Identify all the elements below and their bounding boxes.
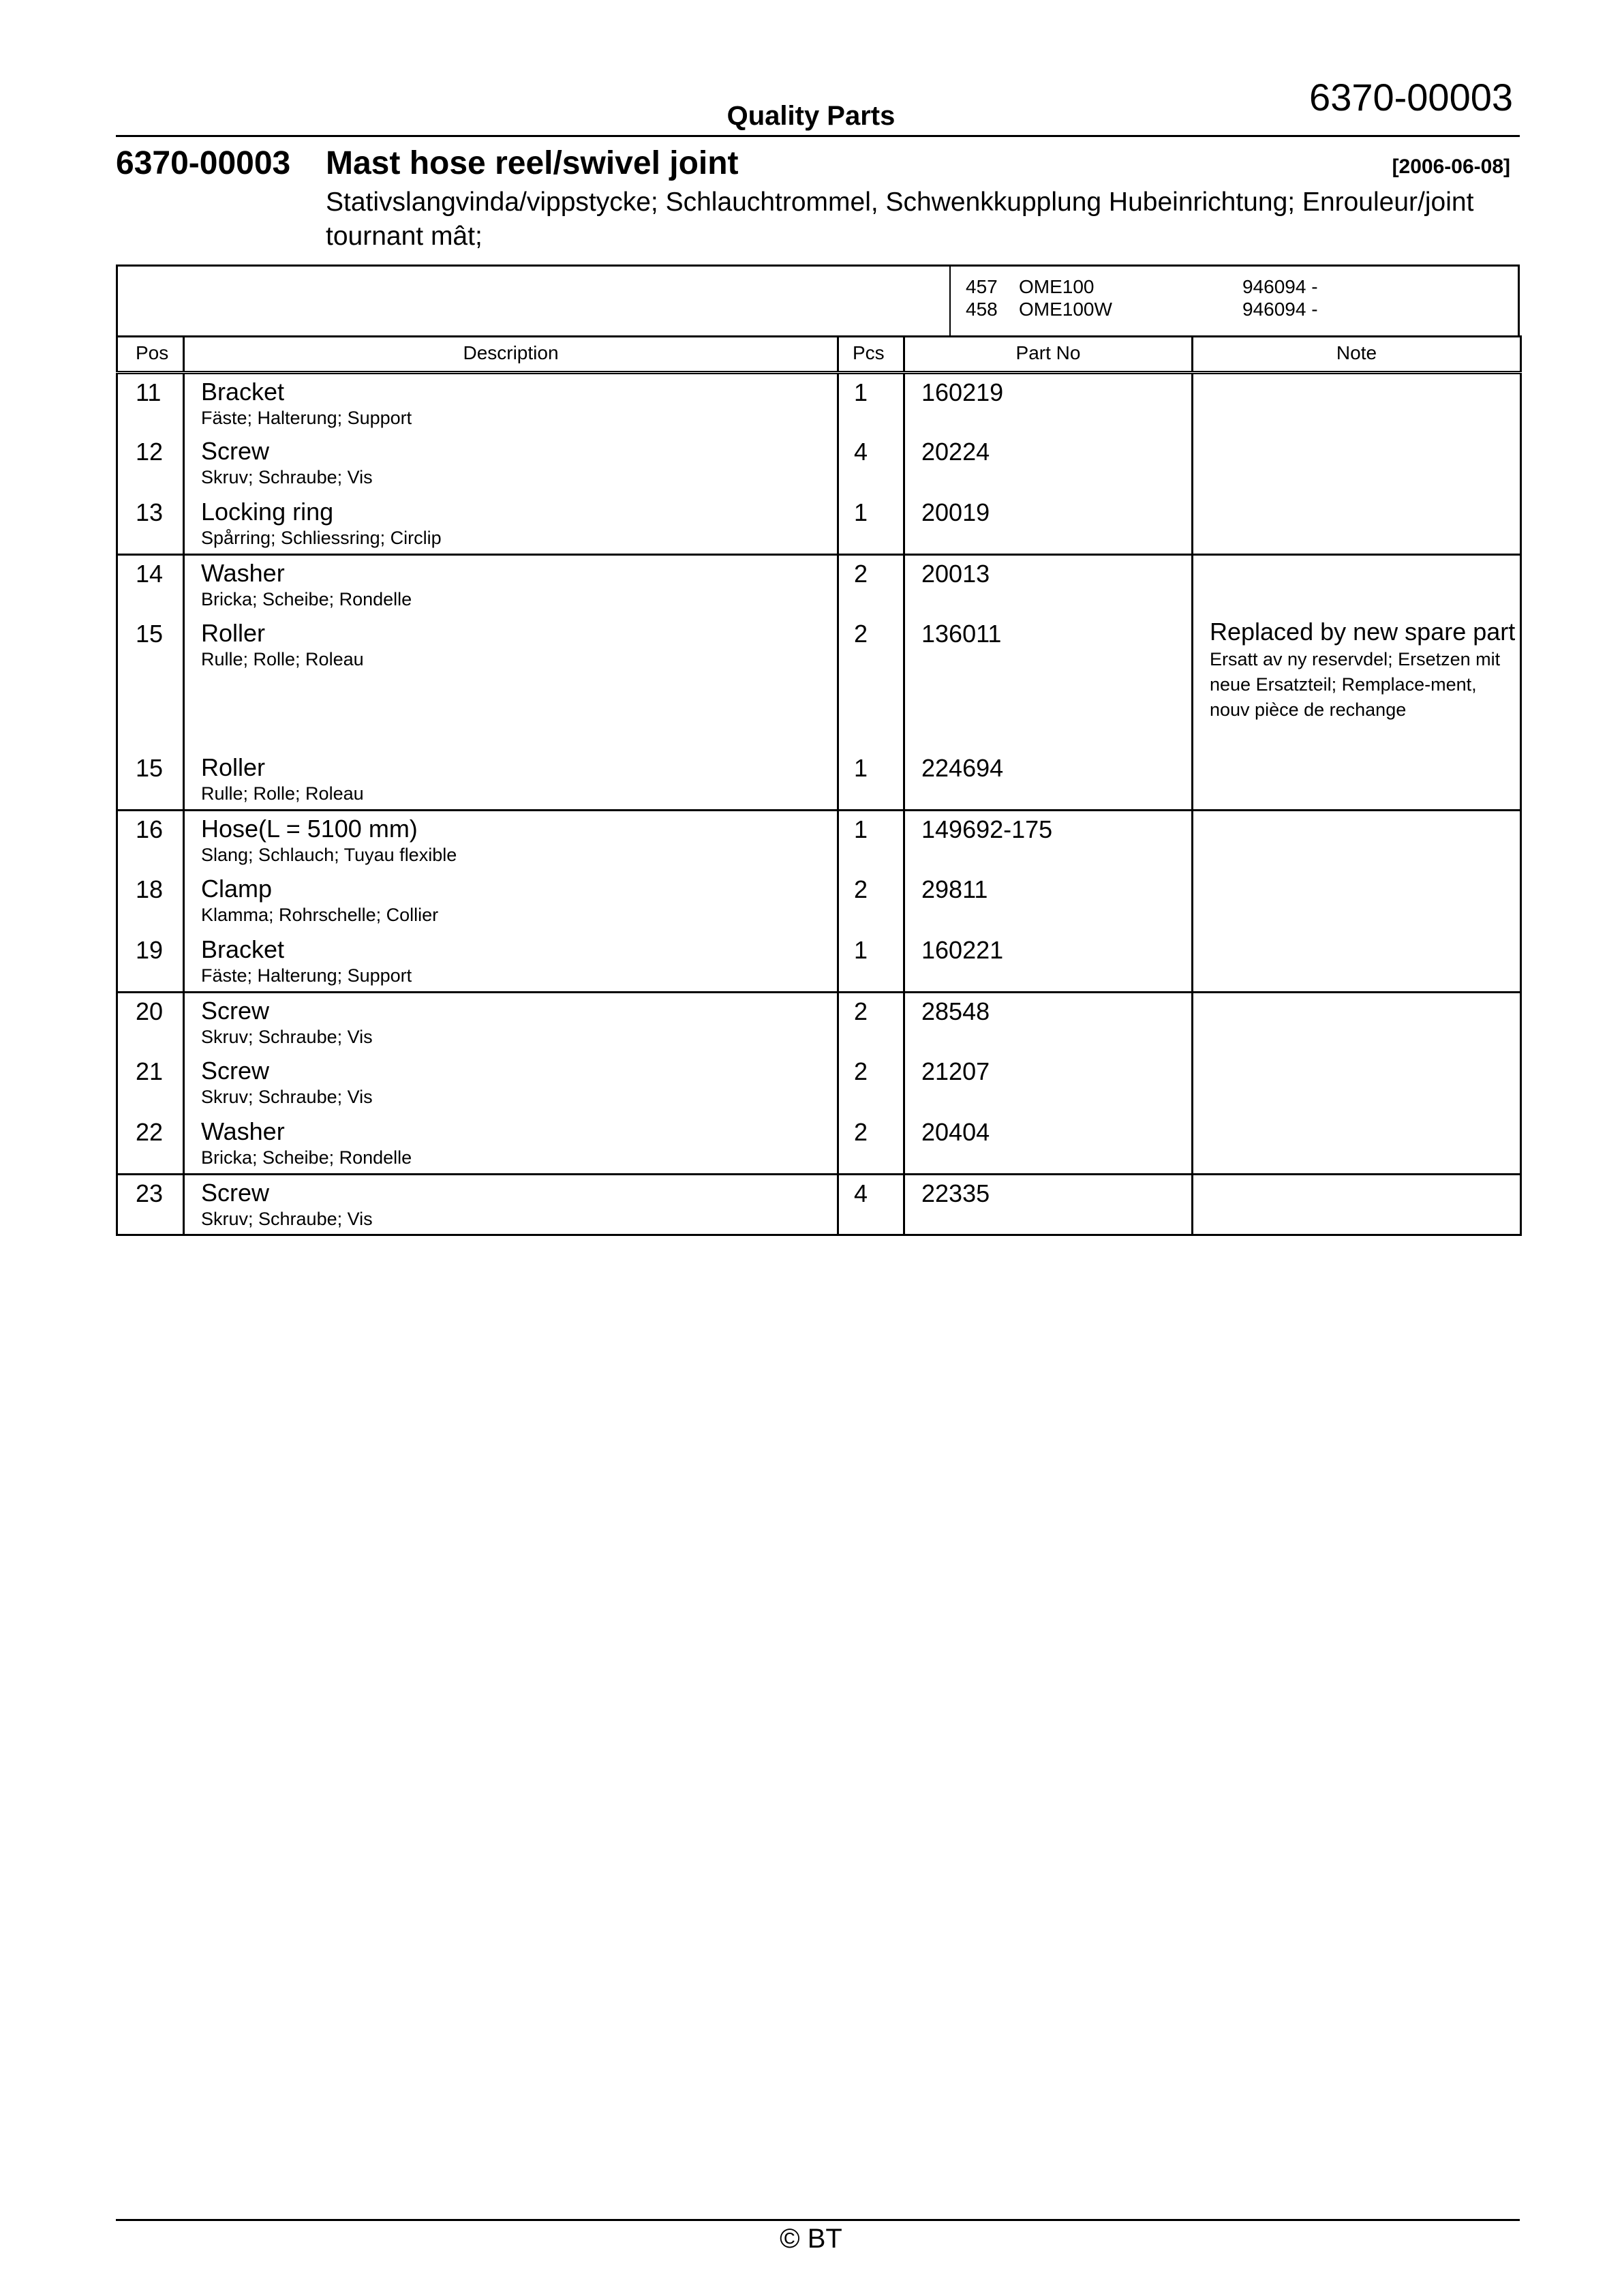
model-name: OME100W bbox=[1019, 299, 1112, 320]
item-title: Mast hose reel/swivel joint bbox=[326, 145, 739, 181]
table-row bbox=[117, 616, 1521, 750]
table-row bbox=[117, 1114, 1521, 1175]
row-pcs: 2 bbox=[838, 993, 904, 1053]
row-part-no: 224694 bbox=[904, 750, 1193, 811]
row-description bbox=[184, 1114, 838, 1175]
model-applicability-box bbox=[116, 265, 1520, 337]
row-pos: 12 bbox=[117, 434, 184, 494]
table-row bbox=[117, 555, 1521, 616]
row-pos: 20 bbox=[117, 993, 184, 1053]
row-name: Bracket bbox=[201, 935, 285, 963]
column-header-pcs: Pcs bbox=[838, 335, 904, 373]
column-header-pos: Pos bbox=[117, 335, 184, 373]
table-row bbox=[117, 932, 1521, 993]
model-serial: 946094 - bbox=[1242, 276, 1318, 297]
row-pos: 19 bbox=[117, 932, 184, 993]
row-translations: Bricka; Scheibe; Rondelle bbox=[201, 589, 412, 609]
row-name: Washer bbox=[201, 1117, 285, 1145]
row-part-no: 20013 bbox=[904, 555, 1193, 616]
row-note bbox=[1193, 1053, 1521, 1114]
table-row bbox=[117, 373, 1521, 434]
row-translations: Rulle; Rolle; Roleau bbox=[201, 783, 364, 804]
note-translations: Ersatt av ny reservdel; Ersetzen mit neue Ersatzteil; Remplace-ment, nouv pièce de rechange bbox=[1210, 648, 1501, 720]
column-header-description: Description bbox=[184, 335, 838, 373]
row-pcs: 1 bbox=[838, 750, 904, 811]
row-description bbox=[184, 1053, 838, 1114]
row-description bbox=[184, 811, 838, 871]
row-part-no: 21207 bbox=[904, 1053, 1193, 1114]
row-pos: 14 bbox=[117, 555, 184, 616]
row-pcs: 2 bbox=[838, 1114, 904, 1175]
row-note bbox=[1193, 993, 1521, 1053]
row-note bbox=[1193, 1114, 1521, 1175]
model-box-divider bbox=[949, 267, 951, 335]
row-translations: Spårring; Schliessring; Circlip bbox=[201, 527, 442, 548]
row-translations: Bricka; Scheibe; Rondelle bbox=[201, 1147, 412, 1168]
model-row bbox=[966, 276, 1318, 298]
row-pos: 18 bbox=[117, 871, 184, 932]
row-pos: 22 bbox=[117, 1114, 184, 1175]
table-row bbox=[117, 993, 1521, 1053]
row-description bbox=[184, 434, 838, 494]
model-serial: 946094 - bbox=[1242, 299, 1318, 320]
parts-group bbox=[117, 555, 1521, 811]
row-translations: Slang; Schlauch; Tuyau flexible bbox=[201, 845, 457, 865]
row-translations: Klamma; Rohrschelle; Collier bbox=[201, 904, 439, 925]
row-note bbox=[1193, 811, 1521, 871]
row-description bbox=[184, 373, 838, 434]
row-part-no: 160219 bbox=[904, 373, 1193, 434]
row-translations: Skruv; Schraube; Vis bbox=[201, 1027, 373, 1047]
row-name: Screw bbox=[201, 1056, 270, 1085]
row-note bbox=[1193, 616, 1521, 750]
parts-table bbox=[116, 335, 1522, 1236]
row-part-no: 22335 bbox=[904, 1175, 1193, 1235]
table-row bbox=[117, 1175, 1521, 1235]
row-description bbox=[184, 932, 838, 993]
item-subtitle: Stativslangvinda/vippstycke; Schlauchtrommel, Schwenkkupplung Hubeinrichtung; Enrouleur/joint tournant mât; bbox=[326, 187, 1474, 251]
row-note bbox=[1193, 871, 1521, 932]
row-note bbox=[1193, 373, 1521, 434]
row-translations: Fäste; Halterung; Support bbox=[201, 408, 412, 428]
row-name: Roller bbox=[201, 753, 266, 781]
table-row bbox=[117, 750, 1521, 811]
parts-table-header bbox=[117, 335, 1521, 373]
row-pcs: 1 bbox=[838, 494, 904, 555]
table-row bbox=[117, 434, 1521, 494]
row-translations: Skruv; Schraube; Vis bbox=[201, 1086, 373, 1107]
table-row bbox=[117, 811, 1521, 871]
row-part-no: 20404 bbox=[904, 1114, 1193, 1175]
note-text: Replaced by new spare part bbox=[1210, 617, 1516, 646]
parts-group bbox=[117, 993, 1521, 1175]
row-pcs: 2 bbox=[838, 871, 904, 932]
parts-group bbox=[117, 373, 1521, 555]
row-note bbox=[1193, 750, 1521, 811]
model-row bbox=[966, 299, 1318, 320]
row-description bbox=[184, 750, 838, 811]
row-part-no: 149692-175 bbox=[904, 811, 1193, 871]
row-description bbox=[184, 1175, 838, 1235]
item-code: 6370-00003 bbox=[116, 145, 291, 181]
row-pcs: 2 bbox=[838, 1053, 904, 1114]
document-number: 6370-00003 bbox=[1309, 76, 1513, 119]
row-description bbox=[184, 494, 838, 555]
row-note bbox=[1193, 932, 1521, 993]
row-translations: Skruv; Schraube; Vis bbox=[201, 1209, 373, 1229]
row-part-no: 20019 bbox=[904, 494, 1193, 555]
row-pos: 15 bbox=[117, 750, 184, 811]
row-description bbox=[184, 616, 838, 750]
column-header-part-no: Part No bbox=[904, 335, 1193, 373]
row-pos: 16 bbox=[117, 811, 184, 871]
row-pos: 21 bbox=[117, 1053, 184, 1114]
row-name: Bracket bbox=[201, 378, 285, 406]
row-name: Roller bbox=[201, 618, 266, 647]
model-name: OME100 bbox=[1019, 276, 1095, 297]
row-part-no: 20224 bbox=[904, 434, 1193, 494]
row-note bbox=[1193, 494, 1521, 555]
row-pos: 15 bbox=[117, 616, 184, 750]
row-name: Screw bbox=[201, 1179, 270, 1207]
table-row bbox=[117, 1053, 1521, 1114]
header-title: Quality Parts bbox=[726, 101, 896, 131]
row-name: Screw bbox=[201, 436, 270, 465]
row-pos: 13 bbox=[117, 494, 184, 555]
row-pcs: 2 bbox=[838, 616, 904, 750]
row-pcs: 1 bbox=[838, 932, 904, 993]
row-translations: Skruv; Schraube; Vis bbox=[201, 466, 373, 487]
column-header-note: Note bbox=[1193, 335, 1521, 373]
row-note bbox=[1193, 1175, 1521, 1235]
footer-divider bbox=[116, 2219, 1520, 2221]
row-description bbox=[184, 993, 838, 1053]
row-pos: 11 bbox=[117, 373, 184, 434]
parts-group bbox=[117, 811, 1521, 993]
row-name: Locking ring bbox=[201, 497, 334, 526]
row-note bbox=[1193, 555, 1521, 616]
row-part-no: 29811 bbox=[904, 871, 1193, 932]
row-name: Hose(L = 5100 mm) bbox=[201, 815, 418, 843]
model-number: 457 bbox=[966, 276, 998, 297]
model-number: 458 bbox=[966, 299, 998, 320]
header-divider bbox=[116, 135, 1520, 137]
row-name: Screw bbox=[201, 997, 270, 1025]
row-name: Clamp bbox=[201, 874, 273, 903]
row-pcs: 4 bbox=[838, 1175, 904, 1235]
row-description bbox=[184, 555, 838, 616]
footer-copyright: © BT bbox=[780, 2224, 842, 2254]
row-pcs: 1 bbox=[838, 373, 904, 434]
row-pcs: 4 bbox=[838, 434, 904, 494]
row-name: Washer bbox=[201, 559, 285, 587]
row-translations: Fäste; Halterung; Support bbox=[201, 965, 412, 986]
row-pcs: 1 bbox=[838, 811, 904, 871]
row-translations: Rulle; Rolle; Roleau bbox=[201, 648, 364, 669]
table-row bbox=[117, 871, 1521, 932]
parts-group bbox=[117, 1175, 1521, 1235]
item-date: [2006-06-08] bbox=[1392, 155, 1510, 178]
row-description bbox=[184, 871, 838, 932]
row-part-no: 136011 bbox=[904, 616, 1193, 750]
row-part-no: 160221 bbox=[904, 932, 1193, 993]
row-pcs: 2 bbox=[838, 555, 904, 616]
row-pos: 23 bbox=[117, 1175, 184, 1235]
row-note bbox=[1193, 434, 1521, 494]
row-part-no: 28548 bbox=[904, 993, 1193, 1053]
table-row bbox=[117, 494, 1521, 555]
